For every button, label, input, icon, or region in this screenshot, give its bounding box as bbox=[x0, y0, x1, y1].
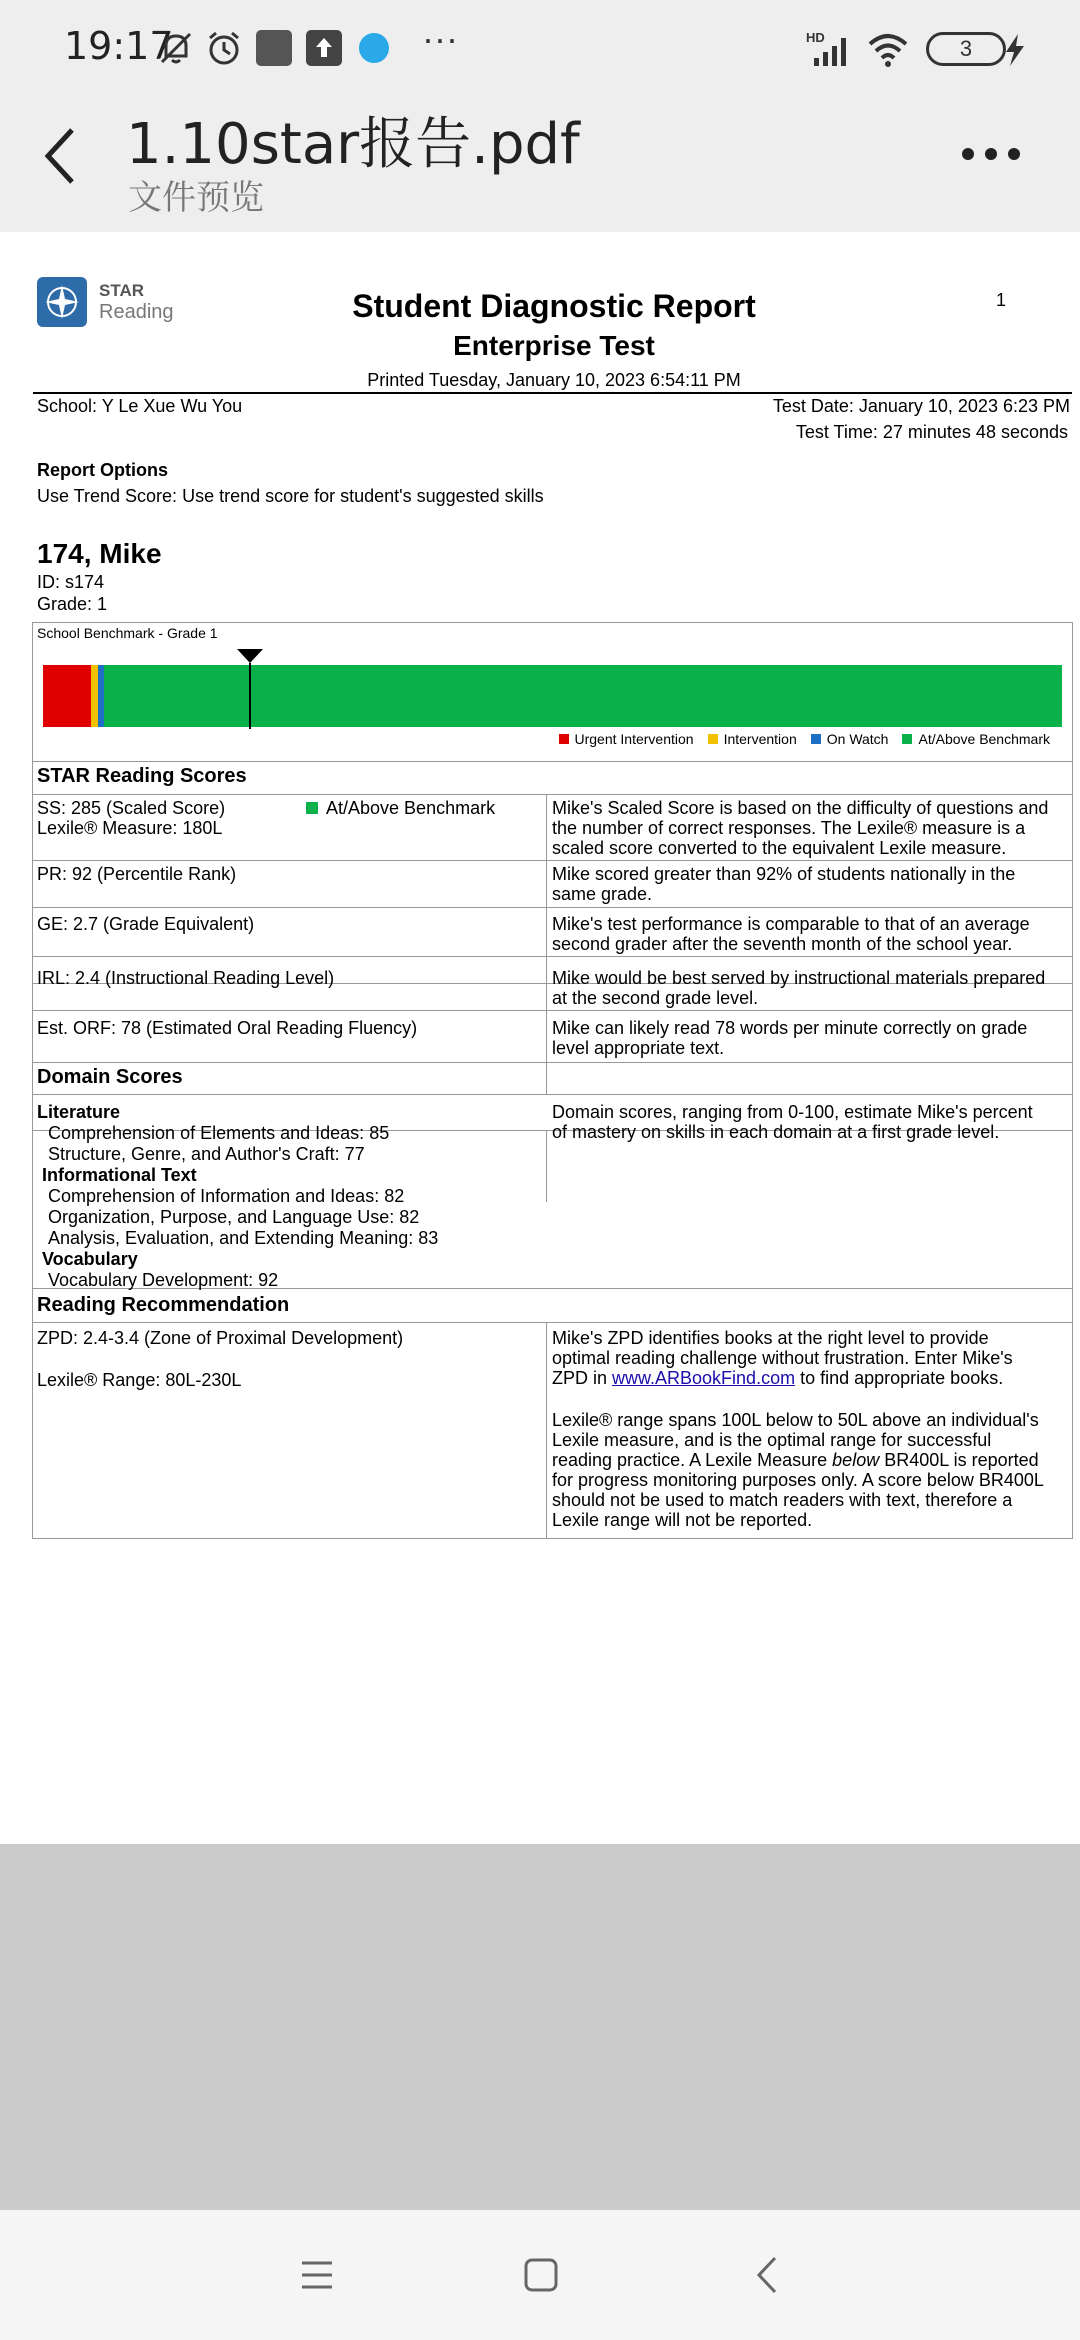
upload-icon bbox=[306, 30, 342, 66]
benchmark-segment bbox=[43, 665, 91, 727]
menu-button[interactable] bbox=[300, 2260, 334, 2290]
domain-score: Structure, Genre, and Author's Craft: 77 bbox=[48, 1144, 365, 1164]
legend-swatch bbox=[902, 734, 912, 744]
pdf-page[interactable] bbox=[0, 232, 1080, 1844]
zpd-range: ZPD: 2.4-3.4 (Zone of Proximal Development) bbox=[37, 1328, 404, 1348]
grade-equivalent: GE: 2.7 (Grade Equivalent) bbox=[37, 914, 255, 934]
header-divider bbox=[33, 392, 1072, 394]
legend-swatch bbox=[708, 734, 718, 744]
scaled-score: SS: 285 (Scaled Score) bbox=[37, 798, 226, 818]
app-bar bbox=[0, 96, 1080, 232]
orf-description bbox=[552, 1018, 1027, 1058]
report-title: Student Diagnostic Report bbox=[352, 288, 756, 324]
student-id: ID: s174 bbox=[37, 572, 105, 592]
zpd-desc-text: ZPD in bbox=[552, 1368, 613, 1388]
battery-icon bbox=[926, 32, 1006, 66]
irl-description bbox=[552, 968, 1045, 1008]
lexile-measure: Lexile® Measure: 180L bbox=[37, 818, 223, 838]
benchmark-marker-icon bbox=[235, 647, 265, 731]
benchmark-legend bbox=[559, 731, 1051, 747]
ge-desc-line: Mike's test performance is comparable to that of an average bbox=[552, 914, 1030, 934]
logo-star-text: STAR bbox=[99, 281, 145, 300]
domain-scores-heading: Domain Scores bbox=[37, 1066, 183, 1088]
status-bar bbox=[0, 0, 1080, 96]
legend-item bbox=[559, 731, 694, 747]
legend-label: Intervention bbox=[723, 731, 797, 747]
lexile-desc-line: should not be used to match readers with text, therefore a bbox=[552, 1490, 1013, 1510]
lexile-desc-line: for progress monitoring purposes only. A score below BR400L bbox=[552, 1470, 1044, 1490]
system-nav-bar bbox=[0, 2210, 1080, 2340]
vocabulary-heading: Vocabulary bbox=[42, 1249, 138, 1269]
orf-desc-line: Mike can likely read 78 words per minute correctly on grade bbox=[552, 1018, 1028, 1038]
ss-desc-line: scaled score converted to the equivalent Lexile measure. bbox=[552, 838, 1007, 858]
legend-item bbox=[708, 731, 797, 747]
test-date: Test Date: January 10, 2023 6:23 PM bbox=[772, 396, 1070, 416]
reading-recommendation-heading: Reading Recommendation bbox=[37, 1294, 290, 1316]
benchmark-bar bbox=[43, 665, 1062, 727]
student-name: 174, Mike bbox=[37, 538, 162, 569]
signal-icon bbox=[812, 34, 854, 66]
irl-desc-line: at the second grade level. bbox=[552, 988, 759, 1008]
benchmark-status bbox=[306, 798, 495, 818]
legend-item bbox=[811, 731, 889, 747]
lexile-desc-emphasis: below bbox=[832, 1450, 880, 1470]
bird-app-icon bbox=[356, 30, 392, 66]
school-name: School: Y Le Xue Wu You bbox=[37, 396, 243, 416]
legend-item bbox=[902, 731, 1050, 747]
more-options-button[interactable] bbox=[960, 144, 1022, 164]
ss-desc-line: the number of correct responses. The Lexile® measure is a bbox=[552, 818, 1026, 838]
page-number: 1 bbox=[996, 290, 1007, 310]
benchmark-status-text: At/Above Benchmark bbox=[326, 798, 496, 818]
back-button[interactable] bbox=[38, 124, 88, 188]
lexile-desc-text: BR400L is reported bbox=[879, 1450, 1039, 1470]
alarm-icon bbox=[204, 28, 244, 68]
more-notifications-icon: ··· bbox=[422, 18, 458, 59]
legend-label: On Watch bbox=[826, 731, 889, 747]
lexile-range: Lexile® Range: 80L-230L bbox=[37, 1370, 242, 1390]
lexile-desc-line: Lexile measure, and is the optimal range for successful bbox=[552, 1430, 992, 1450]
home-button[interactable] bbox=[524, 2258, 558, 2292]
lexile-desc-text: reading practice. A Lexile Measure bbox=[552, 1450, 833, 1470]
oral-reading-fluency: Est. ORF: 78 (Estimated Oral Reading Fluency) bbox=[37, 1018, 418, 1038]
printed-date: Printed Tuesday, January 10, 2023 6:54:11 PM bbox=[367, 370, 741, 390]
domain-score: Comprehension of Information and Ideas: 82 bbox=[48, 1186, 405, 1206]
ss-desc-line: Mike's Scaled Score is based on the difficulty of questions and bbox=[552, 798, 1049, 818]
lexile-desc-line: Lexile® range spans 100L below to 50L above an individual's bbox=[552, 1410, 1039, 1430]
battery-level: 3 bbox=[959, 36, 973, 61]
file-title: 1.10star报告.pdf bbox=[126, 112, 580, 177]
pr-desc-line: same grade. bbox=[552, 884, 653, 904]
file-subtitle: 文件预览 bbox=[128, 178, 264, 218]
ge-desc-line: second grader after the seventh month of the school year. bbox=[552, 934, 1013, 954]
viewer-background bbox=[0, 1844, 1080, 2210]
domain-desc-line: of mastery on skills in each domain at a first grade level. bbox=[552, 1122, 1000, 1142]
report-subtitle: Enterprise Test bbox=[453, 330, 655, 361]
status-time: 19:17 bbox=[64, 24, 174, 68]
hd-badge: HD bbox=[806, 30, 825, 45]
domain-score: Analysis, Evaluation, and Extending Meaning: 83 bbox=[48, 1228, 439, 1248]
percentile-rank: PR: 92 (Percentile Rank) bbox=[37, 864, 237, 884]
domain-score: Organization, Purpose, and Language Use: 82 bbox=[48, 1207, 420, 1227]
report-options-label: Report Options bbox=[37, 460, 168, 480]
domain-description bbox=[552, 1102, 1033, 1142]
legend-swatch bbox=[559, 734, 569, 744]
zpd-description bbox=[552, 1328, 1013, 1388]
orf-desc-line: level appropriate text. bbox=[552, 1038, 725, 1058]
app-notification-icon bbox=[256, 30, 292, 66]
logo-reading-text: Reading bbox=[99, 301, 174, 323]
charging-icon bbox=[1004, 34, 1026, 66]
nav-back-button[interactable] bbox=[756, 2256, 778, 2294]
irl-desc-line: Mike would be best served by instructional materials prepared bbox=[552, 968, 1046, 988]
zpd-desc-line bbox=[552, 1368, 1013, 1388]
pr-desc-line: Mike scored greater than 92% of students nationally in the bbox=[552, 864, 1016, 884]
student-grade: Grade: 1 bbox=[37, 594, 108, 614]
status-square-icon bbox=[306, 802, 318, 814]
literature-heading: Literature bbox=[37, 1102, 121, 1122]
lexile-desc-line: Lexile range will not be reported. bbox=[552, 1510, 813, 1530]
ge-description bbox=[552, 914, 1030, 954]
mute-icon bbox=[156, 28, 196, 68]
zpd-desc-line: optimal reading challenge without frustration. Enter Mike's bbox=[552, 1348, 1013, 1368]
zpd-desc-text: to find appropriate books. bbox=[795, 1368, 1004, 1388]
benchmark-label: School Benchmark - Grade 1 bbox=[37, 625, 218, 641]
domain-score: Comprehension of Elements and Ideas: 85 bbox=[48, 1123, 390, 1143]
pr-description bbox=[552, 864, 1015, 904]
legend-label: Urgent Intervention bbox=[574, 731, 694, 747]
ss-description bbox=[552, 798, 1048, 858]
legend-swatch bbox=[811, 734, 821, 744]
domain-desc-line: Domain scores, ranging from 0-100, estimate Mike's percent bbox=[552, 1102, 1033, 1122]
test-time: Test Time: 27 minutes 48 seconds bbox=[795, 422, 1068, 442]
domain-score: Vocabulary Development: 92 bbox=[48, 1270, 279, 1290]
lexile-range-description bbox=[552, 1410, 1044, 1530]
wifi-icon bbox=[866, 32, 910, 68]
arbookfind-link[interactable]: www.ARBookFind.com bbox=[612, 1368, 796, 1388]
trend-score-option: Use Trend Score: Use trend score for student's suggested skills bbox=[37, 486, 544, 506]
lexile-desc-line bbox=[552, 1450, 1044, 1470]
informational-text-heading: Informational Text bbox=[42, 1165, 197, 1185]
star-scores-heading: STAR Reading Scores bbox=[37, 765, 247, 787]
legend-label: At/Above Benchmark bbox=[918, 731, 1050, 747]
benchmark-segment bbox=[91, 665, 98, 727]
instructional-reading-level: IRL: 2.4 (Instructional Reading Level) bbox=[37, 968, 335, 988]
zpd-desc-line: Mike's ZPD identifies books at the right level to provide bbox=[552, 1328, 989, 1348]
